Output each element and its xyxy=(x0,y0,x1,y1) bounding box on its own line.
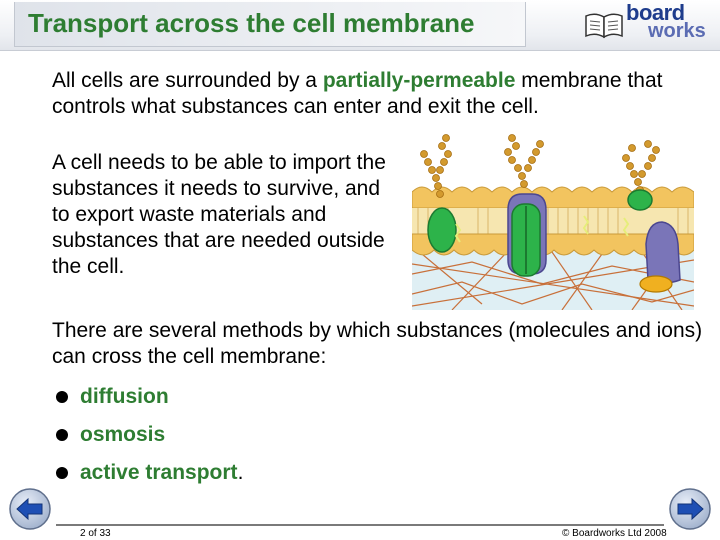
import-export-paragraph: A cell needs to be able to import the substances it needs to survive, and to export waste materials and substances that are needed outside the cell. xyxy=(52,151,386,278)
previous-slide-button[interactable] xyxy=(8,487,52,531)
title-bar xyxy=(0,0,720,51)
copyright-notice: © Boardworks Ltd 2008 xyxy=(562,528,667,539)
intro-text-before: All cells are surrounded by a xyxy=(52,69,323,92)
bullet-text xyxy=(80,460,243,486)
list-item xyxy=(52,384,452,422)
bullet-text xyxy=(80,384,169,410)
partially-permeable-highlight: partially-permeable xyxy=(322,69,516,92)
list-item xyxy=(52,422,452,460)
page-title: Transport across the cell membrane xyxy=(28,8,475,38)
next-slide-button[interactable] xyxy=(668,487,712,531)
methods-intro-paragraph: There are several methods by which substances (molecules and ions) can cross the cell membrane: xyxy=(52,319,703,368)
footer-divider xyxy=(56,524,664,526)
logo-board-text: board xyxy=(626,0,685,25)
bullet-icon xyxy=(56,391,68,403)
cell-membrane-illustration xyxy=(412,134,694,310)
bullet-icon xyxy=(56,467,68,479)
boardworks-logo xyxy=(626,0,716,42)
transport-methods-list xyxy=(52,384,452,498)
page-number: 2 of 33 xyxy=(80,528,111,539)
open-book-icon xyxy=(584,10,624,40)
intro-text-after: membrane that controls what substances can enter and exit the cell. xyxy=(52,69,663,118)
bullet-text xyxy=(80,422,165,448)
bullet-suffix: . xyxy=(237,461,244,484)
bullet-icon xyxy=(56,429,68,441)
list-item xyxy=(52,460,452,498)
bullet-label: diffusion xyxy=(80,385,169,408)
intro-paragraph xyxy=(52,68,712,120)
bullet-label: active transport xyxy=(80,461,238,484)
logo-works-text: works xyxy=(648,20,706,42)
bullet-label: osmosis xyxy=(80,423,166,446)
